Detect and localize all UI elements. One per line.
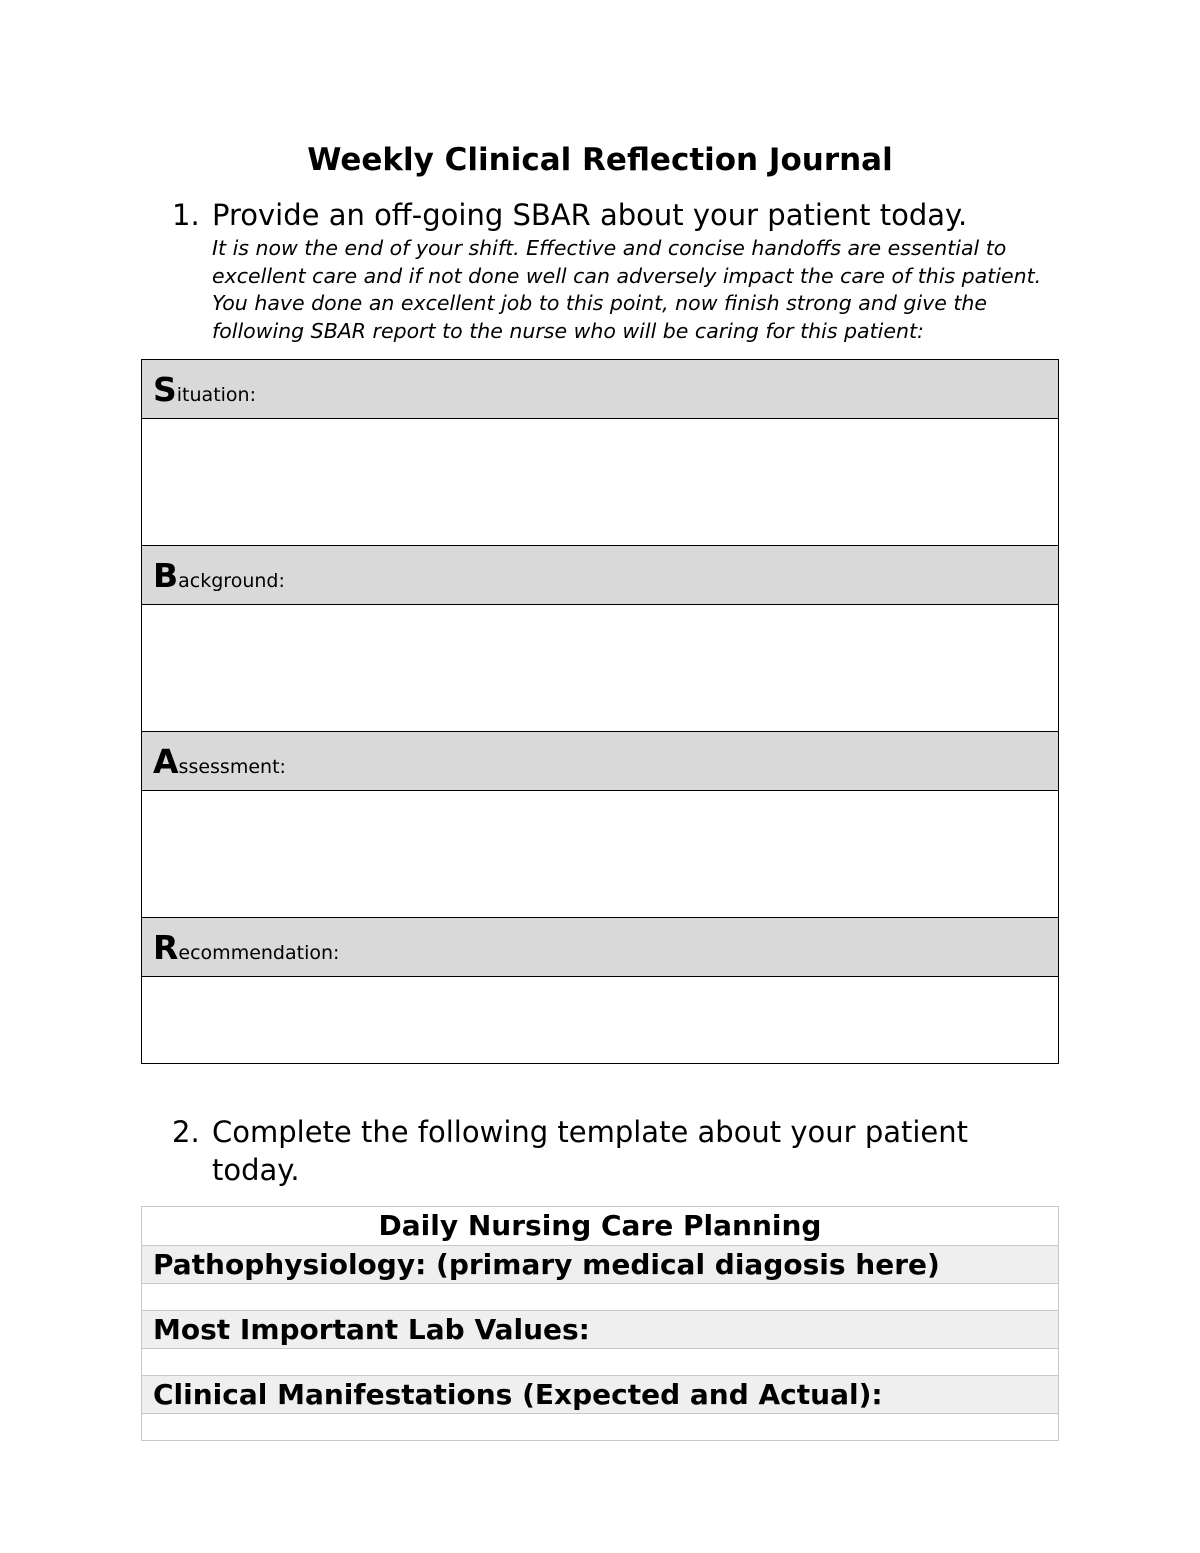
situation-label: ituation: [176,383,256,406]
situation-header [142,360,1059,419]
question-1-number: 1. [172,198,200,232]
assessment-response-field[interactable] [142,791,1059,918]
assessment-label: ssessment: [178,755,286,778]
recommendation-response-field[interactable] [142,977,1059,1064]
pathophysiology-header: Pathophysiology: (primary medical diagosis here) [142,1246,1059,1284]
recommendation-header [142,918,1059,977]
care-planning-table [141,1206,1059,1441]
assessment-header [142,732,1059,791]
sbar-table [141,359,1059,1064]
background-label: ackground: [178,569,285,592]
recommendation-label: ecommendation: [178,941,340,964]
assessment-letter: A [153,741,179,781]
question-2 [172,1113,1052,1189]
background-header [142,546,1059,605]
question-2-text: Complete the following template about your patient today. [212,1115,969,1187]
care-planning-title: Daily Nursing Care Planning [142,1207,1059,1246]
question-1 [172,196,1052,345]
question-1-instructions: It is now the end of your shift. Effective and concise handoffs are essential to excellent care and if not done well can adversely impact the care of this patient. You have done an excellent job to this point, now finish strong and give the following SBAR report to the nurse who will be caring for this patient: [212,236,1042,343]
pathophysiology-response-field[interactable] [142,1284,1059,1311]
question-2-number: 2. [172,1115,200,1149]
manifestations-header: Clinical Manifestations (Expected and Actual): [142,1376,1059,1414]
lab-values-response-field[interactable] [142,1349,1059,1376]
page-title: Weekly Clinical Reflection Journal [307,142,893,178]
manifestations-response-field[interactable] [142,1414,1059,1441]
situation-letter: S [153,369,177,409]
situation-response-field[interactable] [142,419,1059,546]
lab-values-header: Most Important Lab Values: [142,1311,1059,1349]
recommendation-letter: R [153,927,179,967]
background-response-field[interactable] [142,605,1059,732]
background-letter: B [153,555,179,595]
question-1-text: Provide an off-going SBAR about your patient today. [212,198,968,232]
